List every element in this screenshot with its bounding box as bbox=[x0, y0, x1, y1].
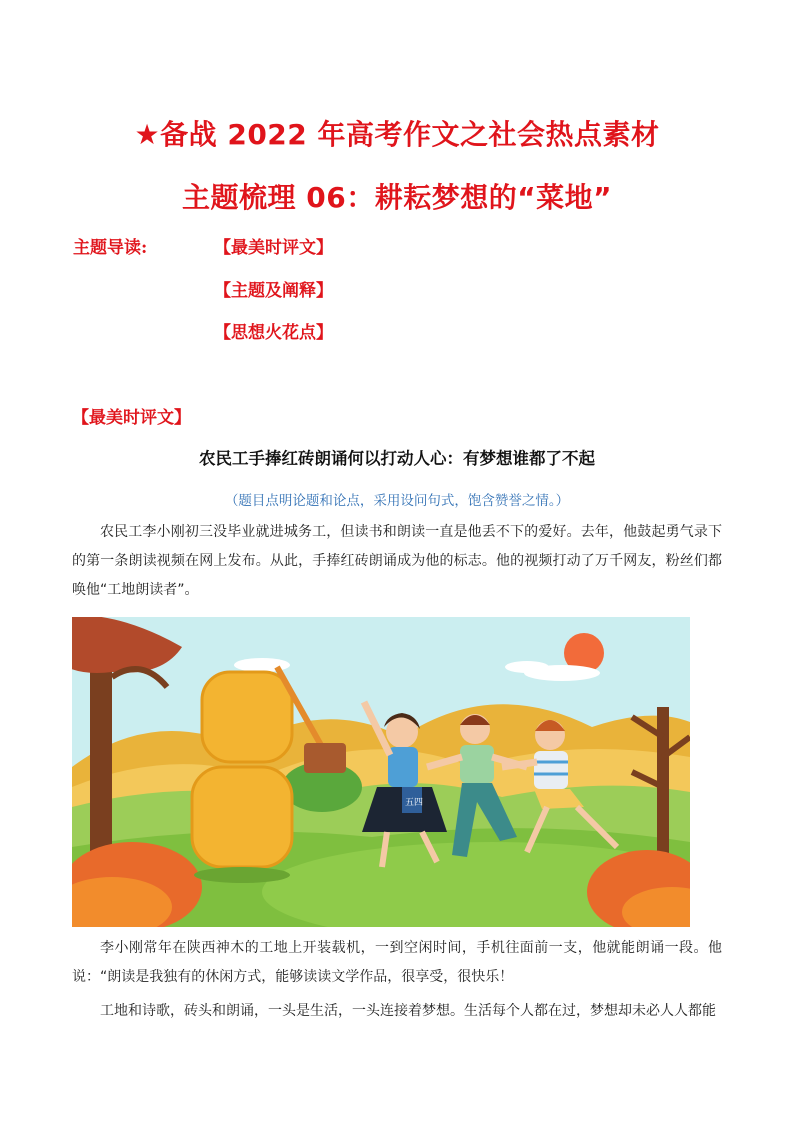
section-heading: 【最美时评文】 bbox=[72, 408, 191, 428]
youth-letters bbox=[192, 672, 292, 883]
page-title: ★备战 2022 年高考作文之社会热点素材 bbox=[134, 118, 660, 151]
guide-item-spark: 【思想火花点】 bbox=[214, 323, 333, 343]
article-title: 农民工手捧红砖朗诵何以打动人心：有梦想谁都了不起 bbox=[199, 449, 595, 468]
youth-illustration bbox=[72, 617, 690, 927]
paragraph-1: 农民工李小刚初三没毕业就进城务工，但读书和朗读一直是他丢不下的爱好。去年，他鼓起勇气录下的第一条朗读视频在网上发布。从此，手捧红砖朗诵成为他的标志。他的视频打动了万千网友，粉丝们都唤他“工地朗读者”。 bbox=[72, 524, 722, 598]
paragraph-3: 工地和诗歌，砖头和朗诵，一头是生活，一头连接着梦想。生活每个人都在过，梦想却未必人人都能 bbox=[100, 1003, 716, 1019]
paragraph-2: 李小刚常年在陕西神木的工地上开装载机，一到空闲时间，手机往面前一支，他就能朗诵一段。他说：“朗读是我独有的休闲方式，能够读读文学作品，很享受，很快乐！ bbox=[72, 940, 722, 985]
guide-item-review: 【最美时评文】 bbox=[214, 238, 333, 258]
guide-item-theme: 【主题及阐释】 bbox=[214, 281, 333, 301]
book-label: 五四 bbox=[405, 798, 424, 808]
title-note: （题目点明论题和论点，采用设问句式，饱含赞誉之情。） bbox=[224, 493, 570, 509]
page-subtitle: 主题梳理 06：耕耘梦想的“菜地” bbox=[181, 181, 613, 214]
guide-label: 主题导读: bbox=[73, 238, 148, 258]
